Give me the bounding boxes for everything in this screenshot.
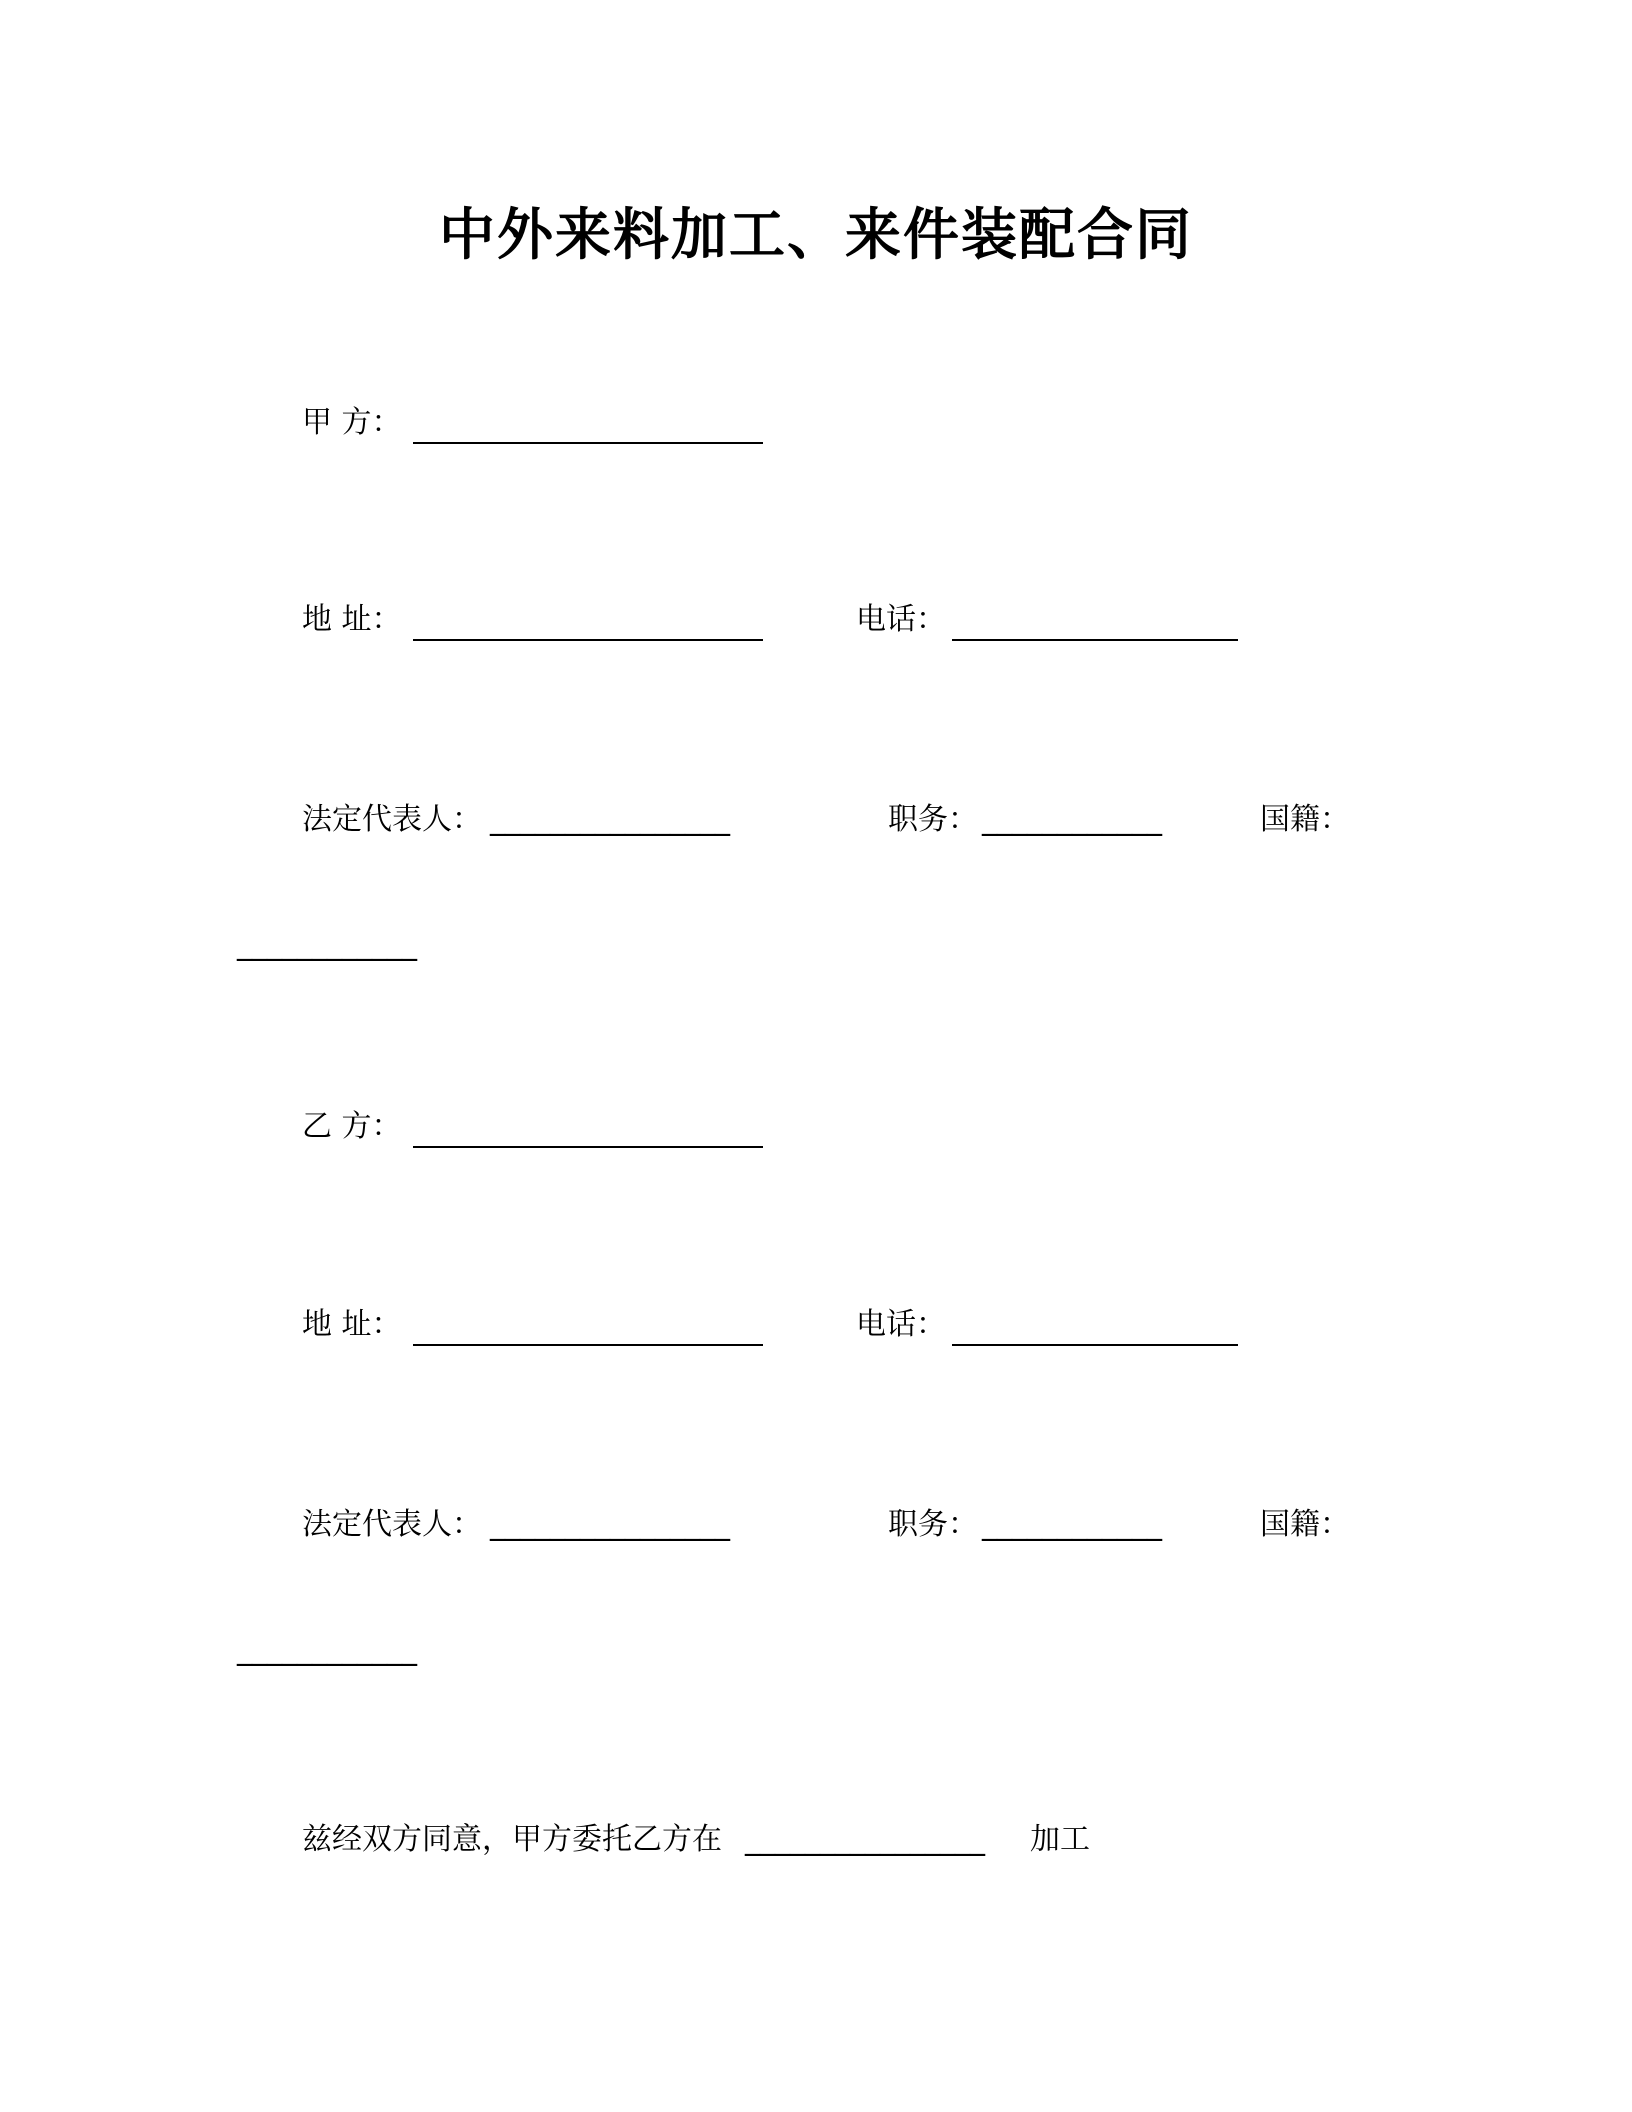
party-b-phone-label: 电话：: [856, 1307, 946, 1342]
party-a-label: 甲 方：: [302, 405, 402, 440]
party-a-position-label: 职务：: [888, 802, 978, 837]
party-a-rep-label: 法定代表人：: [302, 802, 482, 837]
clause-intro-text: 兹经双方同意，甲方委托乙方在: [302, 1822, 722, 1857]
party-a-phone-blank[interactable]: [952, 639, 1238, 641]
party-a-nationality-blank[interactable]: ____________: [237, 927, 417, 962]
party-a-phone-label: 电话：: [856, 602, 946, 637]
party-b-nationality-label: 国籍：: [1260, 1507, 1350, 1542]
party-b-position-label: 职务：: [888, 1507, 978, 1542]
party-a-rep-blank[interactable]: ________________: [490, 802, 730, 837]
party-b-rep-blank[interactable]: ________________: [490, 1507, 730, 1542]
party-a-address-blank[interactable]: [413, 639, 763, 641]
party-b-rep-label: 法定代表人：: [302, 1507, 482, 1542]
clause-location-blank[interactable]: ________________: [745, 1822, 985, 1857]
party-a-name-blank[interactable]: [413, 442, 763, 444]
party-b-name-blank[interactable]: [413, 1146, 763, 1148]
party-b-address-label: 地 址：: [302, 1307, 402, 1342]
party-a-position-blank[interactable]: ____________: [982, 802, 1162, 837]
document-title: 中外来料加工、来件装配合同: [439, 203, 1193, 268]
party-b-nationality-blank[interactable]: ____________: [237, 1632, 417, 1667]
party-b-position-blank[interactable]: ____________: [982, 1507, 1162, 1542]
clause-end-text: 加工: [1030, 1822, 1090, 1857]
party-b-label: 乙 方：: [302, 1109, 402, 1144]
party-a-nationality-label: 国籍：: [1260, 802, 1350, 837]
party-a-address-label: 地 址：: [302, 602, 402, 637]
party-b-address-blank[interactable]: [413, 1344, 763, 1346]
party-b-phone-blank[interactable]: [952, 1344, 1238, 1346]
